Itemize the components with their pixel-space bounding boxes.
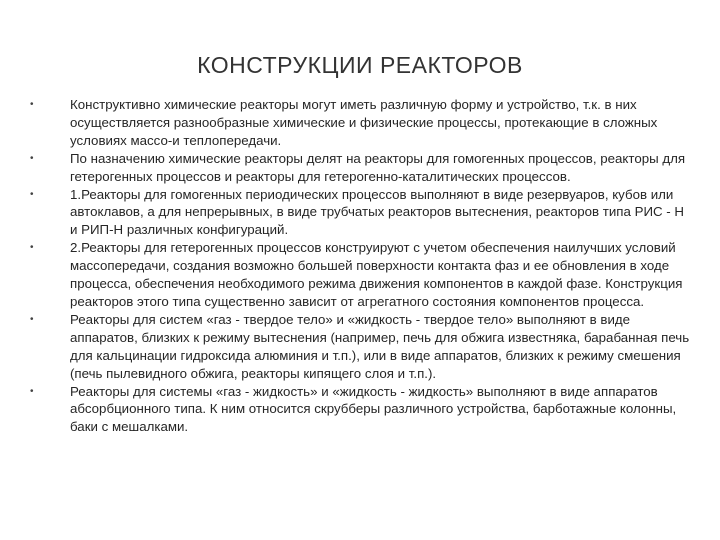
bullet-icon: • — [30, 188, 34, 200]
list-item — [30, 186, 690, 240]
bullet-icon: • — [30, 385, 34, 397]
list-item-text: 1.Реакторы для гомогенных периодических процессов выполняют в виде резервуаров, кубов или автоклавов, а для непрерывных, в виде трубчатых реакторов вытеснения, реакторов типа РИС - Н и РИП-Н различных конфигураций. — [70, 186, 685, 238]
slide-title: КОНСТРУКЦИИ РЕАКТОРОВ — [197, 52, 523, 78]
list-item-text: Реакторы для системы «газ - жидкость» и «жидкость - жидкость» выполняют в виде аппаратов абсорбционного типа. К ним относится скрубберы различного устройства, барботажные колонны, баки с мешалками. — [70, 383, 677, 435]
list-item-text: Реакторы для систем «газ - твердое тело» и «жидкость - твердое тело» выполняют в виде аппаратов, близких к режиму вытеснения (например, печь для обжига известняка, барабанная печь для кальцинации гидроксида алюминия и т.п.), или в виде аппаратов, близких к режиму смешения (печь пылевидного обжига, реакторы кипящего слоя и т.п.). — [70, 311, 690, 381]
list-item — [30, 150, 690, 186]
list-item — [30, 96, 690, 150]
list-item-text: 2.Реакторы для гетерогенных процессов конструируют с учетом обеспечения наилучших условий массопередачи, создания возможно большей поверхности контакта фаз и ее обновления в ходе процесса, обеспечения необходимого режима движения компонентов в каждой фазе. Конструкция реакторов этого типа существенно зависит от агрегатного состояния компонентов процесса. — [70, 240, 683, 309]
list-item — [30, 239, 690, 311]
bullet-icon: • — [30, 152, 34, 164]
list-item-text: Конструктивно химические реакторы могут иметь различную форму и устройство, т.к. в них осуществляется разнообразные химические и физические процессы, протекающие в сложных условиях массо-и теплопередачи. — [70, 97, 658, 148]
bullet-list — [30, 96, 690, 436]
list-item — [30, 383, 690, 437]
bullet-icon: • — [30, 99, 34, 110]
list-item — [30, 311, 690, 383]
bullet-icon: • — [30, 313, 34, 325]
list-item-text: По назначению химические реакторы делят на реакторы для гомогенных процессов, реакторы для гетерогенных процессов и реакторы для гетерогенно-каталитических процессов. — [70, 150, 686, 184]
bullet-icon: • — [30, 242, 34, 254]
